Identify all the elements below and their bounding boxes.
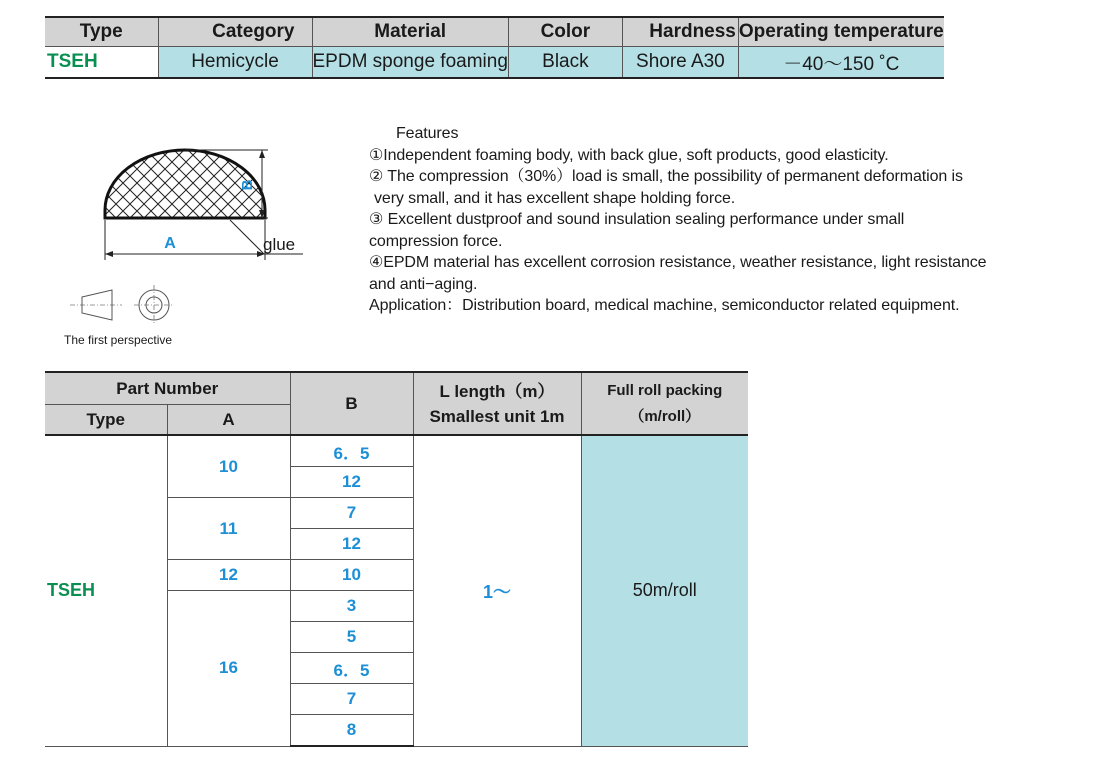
features-title: Features — [396, 125, 459, 142]
l-length-cell: 1～ — [413, 435, 581, 746]
feature-line: ② The compression（30%）load is small, the possibility of permanent deformation is — [369, 168, 963, 185]
glue-callout — [230, 220, 303, 254]
feature-line: compression force. — [369, 232, 503, 250]
b-cell: 7 — [290, 498, 413, 529]
spec-header-material: Material — [312, 17, 508, 47]
header-full-roll-label: Full roll packing — [607, 381, 723, 399]
b-cell: 5 — [290, 622, 413, 653]
feature-line: ④EPDM material has excellent corrosion resistance, weather resistance, light resistance — [369, 254, 987, 271]
header-smallest-unit: Smallest unit 1m — [429, 406, 565, 426]
header-b: B — [290, 372, 413, 435]
dimension-a — [105, 220, 265, 260]
header-l-length — [413, 372, 581, 435]
label-glue: glue — [263, 235, 296, 254]
spec-header-row — [45, 17, 944, 47]
feature-line: ①Independent foaming body, with back glue, soft products, good elasticity. — [369, 146, 889, 164]
hemicycle-profile-drawing — [60, 120, 320, 330]
spec-value-category: Hemicycle — [158, 47, 312, 79]
first-angle-projection-icon — [70, 285, 174, 325]
packing-cell: 50m/roll — [581, 435, 748, 746]
features-block — [369, 123, 986, 317]
table-row — [45, 435, 748, 467]
spec-value-operating-temperature: －40～150 ˚C — [738, 47, 943, 79]
spec-header-category: Category — [158, 17, 312, 47]
b-cell: 8 — [290, 715, 413, 747]
application-line: Application：Distribution board, medical machine, semiconductor related equipment. — [369, 297, 960, 314]
a-cell: 11 — [167, 498, 290, 560]
label-b: B — [239, 179, 256, 191]
header-part-number: Part Number — [45, 372, 290, 405]
b-cell: 3 — [290, 591, 413, 622]
b-cell: 6．5 — [290, 653, 413, 684]
header-a: A — [167, 405, 290, 436]
header-type: Type — [45, 405, 167, 436]
b-cell: 12 — [290, 467, 413, 498]
header-l-length-label: L length（m） — [439, 381, 555, 401]
spec-value-hardness: Shore A30 — [622, 47, 738, 79]
spec-table — [45, 16, 944, 79]
part-number-table — [45, 371, 748, 747]
spec-header-hardness: Hardness — [622, 17, 738, 47]
a-cell: 10 — [167, 435, 290, 498]
spec-value-color: Black — [508, 47, 622, 79]
b-cell: 7 — [290, 684, 413, 715]
part-header-row-1 — [45, 372, 748, 405]
header-full-roll — [581, 372, 748, 435]
feature-line: ③ Excellent dustproof and sound insulation sealing performance under small — [369, 211, 905, 228]
spec-value-type: TSEH — [45, 47, 158, 79]
feature-line: and anti−aging. — [369, 275, 478, 293]
spec-header-operating-temperature: Operating temperature — [738, 17, 943, 47]
a-cell: 16 — [167, 591, 290, 747]
a-cell: 12 — [167, 560, 290, 591]
projection-caption: The first perspective — [64, 333, 173, 347]
feature-line: very small, and it has excellent shape holding force. — [374, 189, 736, 207]
spec-header-type: Type — [45, 17, 158, 47]
b-cell: 12 — [290, 529, 413, 560]
spec-header-color: Color — [508, 17, 622, 47]
spec-value-row — [45, 47, 944, 79]
b-cell: 10 — [290, 560, 413, 591]
b-cell: 6．5 — [290, 435, 413, 467]
spec-value-material: EPDM sponge foaming — [312, 47, 508, 79]
header-full-roll-unit: （m/roll） — [629, 407, 701, 425]
type-cell: TSEH — [45, 435, 167, 746]
label-a: A — [164, 235, 176, 252]
